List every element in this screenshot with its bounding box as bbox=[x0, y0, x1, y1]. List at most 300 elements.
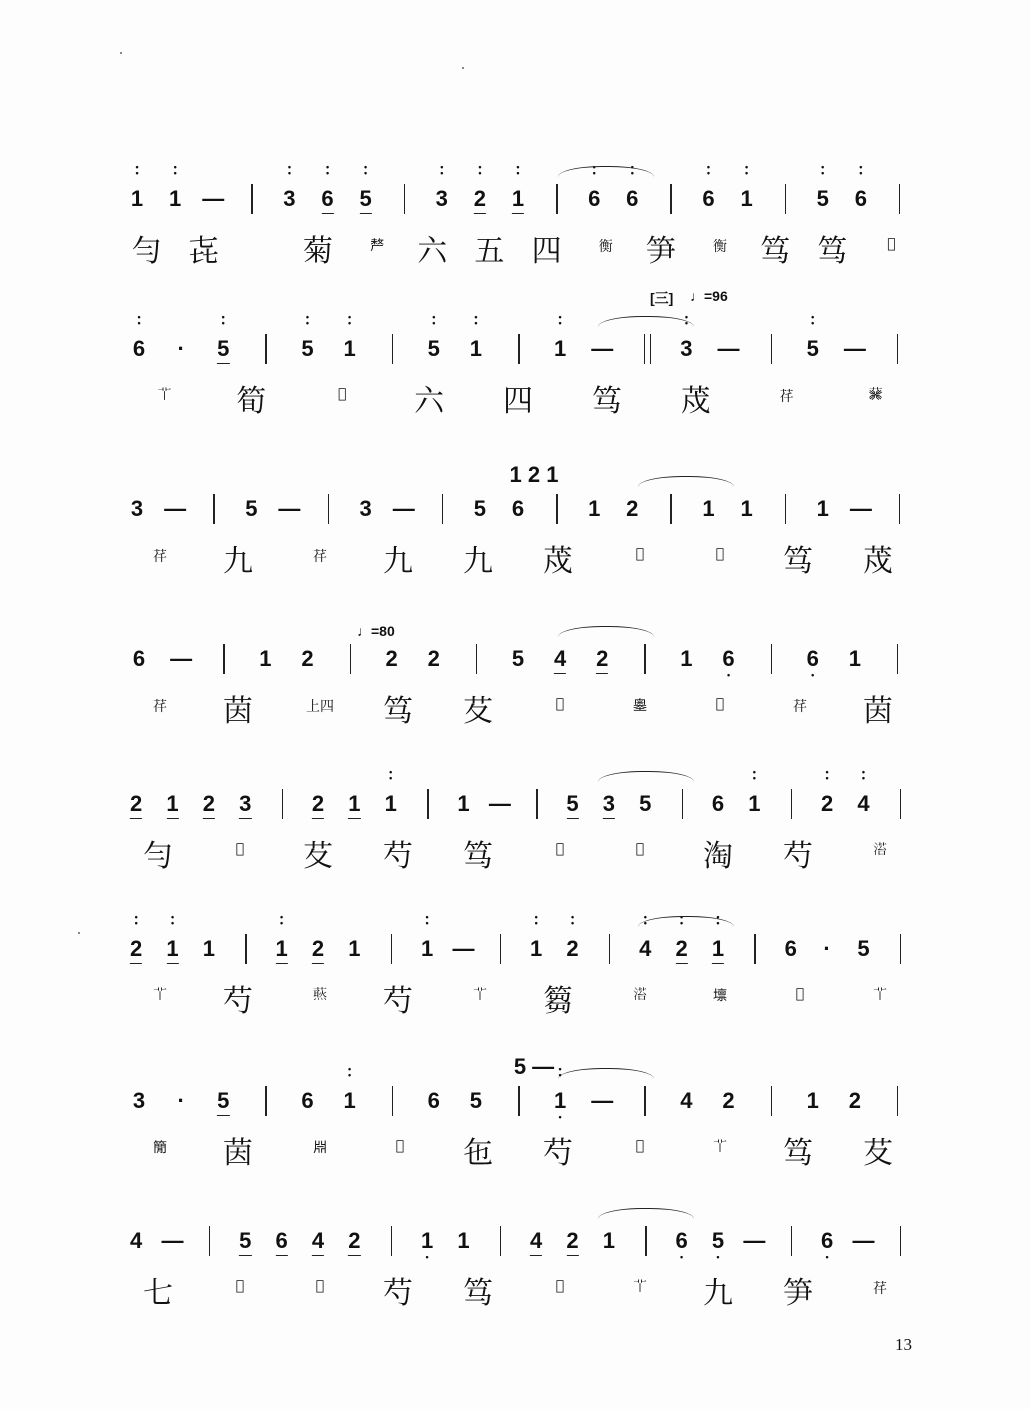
note: 6 bbox=[276, 1228, 288, 1256]
octave-dot-high: • • bbox=[558, 312, 562, 328]
note: 4 bbox=[554, 646, 566, 674]
tablature-character: 𣹓 bbox=[873, 842, 887, 858]
barline bbox=[670, 494, 672, 524]
dash-hold: — bbox=[591, 1088, 614, 1113]
barline bbox=[536, 789, 538, 819]
note: 2 • • bbox=[566, 912, 579, 961]
note: 2 bbox=[312, 791, 324, 819]
note: 6 • • bbox=[588, 162, 601, 211]
octave-dot-high: • • bbox=[364, 162, 368, 178]
barline bbox=[900, 789, 902, 819]
note: 5 bbox=[469, 1088, 483, 1113]
tablature-character: 七 bbox=[143, 1276, 173, 1311]
note: 6 bbox=[511, 496, 525, 521]
note: 1 bbox=[457, 791, 470, 816]
note: 6 • bbox=[806, 646, 819, 680]
tablature-character: 𠇊 bbox=[235, 841, 245, 857]
octave-dot-high: • • bbox=[170, 912, 175, 928]
note: 5 bbox=[566, 791, 578, 819]
barline bbox=[213, 494, 215, 524]
note: 5 • • bbox=[427, 312, 440, 361]
note: 5 bbox=[511, 646, 525, 671]
note: 6 • bbox=[722, 646, 735, 680]
tablature-character: 䒘 bbox=[463, 694, 493, 729]
dash-hold: — bbox=[170, 646, 193, 671]
barline bbox=[556, 494, 558, 524]
barline bbox=[282, 789, 284, 819]
tablature-character: 𠥡 bbox=[235, 1278, 245, 1294]
octave-dot-high: • • bbox=[348, 1064, 352, 1080]
tempo-80: ♩=80 bbox=[357, 623, 395, 639]
tablature-character: 𦉳 bbox=[887, 236, 896, 252]
note: 6 bbox=[301, 1088, 314, 1113]
dash-hold: — bbox=[278, 496, 301, 521]
slur-mark bbox=[558, 1064, 654, 1080]
octave-dot-high: • • bbox=[305, 312, 310, 328]
barline bbox=[644, 1086, 646, 1116]
jianpu-line bbox=[118, 312, 918, 370]
stacked-notes: 5 — bbox=[513, 1054, 555, 1079]
note: 1 bbox=[680, 646, 693, 671]
note: 1 • • bbox=[712, 936, 724, 964]
barline bbox=[785, 184, 787, 214]
note: 1 • • bbox=[469, 312, 483, 361]
octave-dot-low: • bbox=[680, 1252, 684, 1262]
barline bbox=[754, 934, 756, 964]
octave-dot-high: • • bbox=[684, 312, 688, 328]
note: 6 bbox=[711, 791, 725, 816]
double-barline bbox=[644, 334, 651, 364]
note: 5 • • bbox=[301, 312, 314, 361]
octave-dot-low: • bbox=[825, 1252, 829, 1262]
tablature-character: 荗 bbox=[863, 544, 893, 579]
octave-dot-high: • • bbox=[811, 312, 815, 328]
tablature-character: 𦭛 bbox=[873, 1281, 887, 1297]
jianpu-line bbox=[118, 462, 918, 530]
jianpu-line bbox=[118, 640, 918, 680]
note: 3 • • bbox=[680, 312, 693, 361]
guqin-tablature-line bbox=[118, 686, 918, 746]
tablature-character: 芍 bbox=[783, 839, 813, 874]
note: 6 • • bbox=[626, 162, 639, 211]
tablature-character: 𦵒 bbox=[795, 986, 805, 1002]
barline bbox=[223, 644, 225, 674]
tablature-character: 茵 bbox=[863, 694, 893, 729]
barline bbox=[900, 1226, 902, 1256]
octave-dot-high: • • bbox=[474, 312, 478, 328]
tablature-character: 笃 bbox=[783, 1136, 813, 1171]
note: 1 • • bbox=[530, 912, 543, 961]
tempo-96: ♩=96 bbox=[690, 288, 728, 304]
tablature-character: 芍 bbox=[543, 1136, 573, 1171]
octave-dot-high: • • bbox=[516, 162, 520, 178]
note: 5 bbox=[639, 791, 652, 816]
note: 1 bbox=[348, 936, 361, 961]
barline bbox=[427, 789, 429, 819]
tablature-character: 筍 bbox=[236, 384, 267, 419]
note: 2 bbox=[427, 646, 440, 671]
note: 3 bbox=[132, 1088, 146, 1113]
note: 1 bbox=[806, 1088, 819, 1113]
tablature-character: 芍 bbox=[383, 984, 413, 1019]
octave-dot-high: • • bbox=[389, 767, 393, 783]
barline bbox=[476, 644, 478, 674]
note: 5 • • bbox=[806, 312, 819, 361]
note: 5 bbox=[245, 496, 258, 521]
dash-hold: — bbox=[843, 336, 866, 361]
tablature-character: 䒘 bbox=[863, 1136, 893, 1171]
slur-mark bbox=[638, 912, 734, 928]
tablature-character: 𠥡 bbox=[715, 696, 725, 712]
note: 4 bbox=[312, 1228, 324, 1256]
octave-dot-high: • • bbox=[173, 162, 177, 178]
dash-hold: — bbox=[717, 336, 740, 361]
tablature-character: 篘 bbox=[543, 984, 573, 1019]
note: 2 bbox=[301, 646, 314, 671]
barline bbox=[771, 1086, 773, 1116]
octave-dot-high: • • bbox=[221, 312, 225, 328]
note: 2 • • bbox=[676, 936, 688, 964]
barline bbox=[899, 494, 901, 524]
octave-dot-high: • • bbox=[325, 162, 330, 178]
dot-extension: · bbox=[177, 336, 185, 361]
tablature-character: 笃 bbox=[463, 1276, 493, 1311]
tablature-character: 菊 bbox=[303, 234, 333, 269]
tablature-character: 𥳑 bbox=[153, 1140, 167, 1156]
note: 5 bbox=[857, 936, 870, 961]
barline bbox=[771, 644, 773, 674]
dash-hold: — bbox=[452, 936, 475, 961]
tablature-character: 㐂 bbox=[188, 234, 219, 269]
slur-mark bbox=[598, 1208, 694, 1219]
note: 3 bbox=[239, 791, 251, 819]
tablature-character: 笋 bbox=[645, 234, 676, 269]
tablature-character: 芍 bbox=[223, 984, 253, 1019]
barline bbox=[391, 1226, 393, 1256]
octave-dot-high: • • bbox=[744, 162, 749, 178]
octave-dot-low: • bbox=[425, 1252, 429, 1262]
note: 6 • bbox=[820, 1228, 834, 1262]
barline bbox=[556, 184, 558, 214]
note: 6 • • bbox=[854, 162, 867, 211]
octave-dot-high: • • bbox=[706, 162, 711, 178]
octave-dot-high: • • bbox=[432, 312, 436, 328]
dot-extension: · bbox=[177, 1088, 185, 1113]
note: 1 bbox=[848, 646, 861, 671]
barline bbox=[897, 1086, 899, 1116]
barline bbox=[500, 934, 502, 964]
barline bbox=[644, 644, 646, 674]
octave-dot-high: • • bbox=[280, 912, 284, 928]
tablature-character: 㐌 bbox=[463, 1136, 493, 1171]
note: 1 • • bbox=[384, 767, 397, 816]
tablature-character: 𠇊 bbox=[635, 841, 645, 857]
barline bbox=[670, 184, 672, 214]
tablature-character: 淘 bbox=[703, 839, 733, 874]
tablature-character: 𦫳 bbox=[873, 987, 887, 1003]
octave-dot-high: • • bbox=[440, 162, 444, 178]
octave-dot-high: • • bbox=[752, 767, 756, 783]
dash-hold: — bbox=[591, 336, 614, 361]
tablature-character: 笋 bbox=[783, 1276, 813, 1311]
octave-dot-high: • • bbox=[137, 312, 141, 328]
barline bbox=[785, 494, 787, 524]
barline bbox=[897, 644, 899, 674]
tablature-character: 茵 bbox=[223, 694, 253, 729]
note: 6 bbox=[132, 646, 146, 671]
note: 6 bbox=[427, 1088, 440, 1113]
octave-dot-high: • • bbox=[630, 162, 634, 178]
barline bbox=[404, 184, 406, 214]
tablature-character: 六 bbox=[414, 384, 445, 419]
note: 1 • • bbox=[276, 936, 288, 964]
octave-dot-high: • • bbox=[135, 162, 139, 178]
note: 5 • • bbox=[816, 162, 829, 211]
note: 1 bbox=[702, 496, 715, 521]
tablature-character: 𦵒 bbox=[555, 1278, 565, 1294]
note: 3 • • bbox=[435, 162, 448, 211]
barline bbox=[897, 334, 899, 364]
tablature-character: 𠥡 bbox=[555, 696, 565, 712]
note: 2 bbox=[130, 791, 142, 819]
scan-speck bbox=[462, 67, 464, 69]
note: 1 • • bbox=[130, 162, 144, 211]
octave-dot-high: • • bbox=[825, 767, 829, 783]
slur-mark bbox=[558, 162, 654, 178]
tablature-character: 𦭛 bbox=[793, 699, 807, 715]
tablature-character: 𦭛 bbox=[153, 699, 167, 715]
note: 5 • • bbox=[217, 336, 229, 364]
note: 3 bbox=[603, 791, 615, 819]
note: 5 bbox=[239, 1228, 251, 1256]
tablature-character: 九 bbox=[703, 1276, 733, 1311]
octave-dot-high: • • bbox=[348, 312, 352, 328]
barline bbox=[899, 184, 901, 214]
octave-dot-high: • • bbox=[134, 912, 138, 928]
note: 1 • • bbox=[740, 162, 753, 211]
jianpu-line bbox=[118, 767, 918, 825]
tablature-character: 𧗾 bbox=[598, 239, 613, 255]
barline bbox=[609, 934, 611, 964]
tablature-character: 𠇊 bbox=[395, 1138, 405, 1154]
note: 2 • • bbox=[820, 767, 834, 816]
note: 2 • • bbox=[130, 936, 142, 964]
note: 2 bbox=[312, 936, 324, 964]
note: 3 bbox=[359, 496, 372, 521]
tablature-character: 𠥡 bbox=[315, 1278, 325, 1294]
note: 1 • • bbox=[553, 312, 567, 361]
guqin-tablature-line bbox=[118, 1128, 918, 1188]
stacked-notes: 1 2 1 bbox=[509, 462, 559, 487]
note: 1 bbox=[602, 1228, 616, 1253]
section-marker: [三] bbox=[650, 290, 674, 306]
tablature-character: 笃 bbox=[383, 694, 413, 729]
note: 2 bbox=[203, 791, 215, 819]
tablature-character: 𦭛 bbox=[153, 549, 167, 565]
barline bbox=[791, 789, 793, 819]
tablature-character: 𦭛 bbox=[313, 549, 327, 565]
note: 6 • • bbox=[132, 312, 146, 361]
tablature-character: 四 bbox=[503, 384, 533, 419]
barline bbox=[500, 1226, 502, 1256]
dash-hold: — bbox=[852, 1228, 875, 1253]
barline bbox=[328, 494, 330, 524]
guqin-tablature-line bbox=[118, 976, 918, 1036]
note: 1 • • • bbox=[553, 1064, 567, 1122]
note: 1 • • bbox=[343, 1064, 356, 1113]
jianpu-line bbox=[118, 1054, 918, 1122]
note: 2 • • bbox=[474, 186, 486, 214]
octave-dot-low: • bbox=[726, 670, 731, 680]
dash-hold: — bbox=[161, 1228, 184, 1253]
octave-dot-low: • bbox=[811, 670, 815, 680]
octave-dot-high: • • bbox=[534, 912, 538, 928]
slur-mark bbox=[598, 771, 694, 782]
note: 1 • • bbox=[169, 162, 182, 211]
barline bbox=[251, 184, 253, 214]
octave-dot-low: • bbox=[558, 1112, 562, 1122]
tablature-character: 茵 bbox=[223, 1136, 253, 1171]
note: 6 • • bbox=[321, 186, 333, 214]
note: 1 • • bbox=[166, 936, 178, 964]
note: 2 bbox=[566, 1228, 578, 1256]
guqin-tablature-line bbox=[118, 831, 918, 891]
tablature-character: 𦬒 bbox=[555, 841, 565, 857]
note: 1 bbox=[816, 496, 829, 521]
barline bbox=[209, 1226, 211, 1256]
note: 1 • • bbox=[748, 767, 761, 816]
note: 4 bbox=[530, 1228, 542, 1256]
note: 1 bbox=[740, 496, 753, 521]
tablature-character: 𣶒 bbox=[313, 1140, 327, 1156]
barline bbox=[682, 789, 684, 819]
slur-mark bbox=[598, 312, 694, 328]
slur-mark bbox=[638, 476, 734, 487]
tablature-character: 𦉳 bbox=[338, 386, 347, 402]
note: 1 • bbox=[420, 1228, 434, 1262]
note: 1 • • bbox=[512, 186, 524, 214]
barline bbox=[518, 1086, 520, 1116]
barline bbox=[392, 334, 394, 364]
jianpu-line bbox=[118, 162, 918, 220]
tablature-character: 𦫳 bbox=[633, 1279, 647, 1295]
note: 1 bbox=[457, 1228, 470, 1253]
tablature-character: 五 bbox=[474, 234, 505, 269]
tablature-character: 六 bbox=[417, 234, 448, 269]
octave-dot-high: • • bbox=[558, 1064, 562, 1080]
guqin-tablature-line bbox=[118, 226, 918, 286]
barline bbox=[518, 334, 520, 364]
barline bbox=[442, 494, 444, 524]
tablature-character: 四 bbox=[531, 234, 562, 269]
dash-hold: — bbox=[392, 496, 415, 521]
note: 4 bbox=[130, 1228, 143, 1253]
scan-speck bbox=[120, 52, 122, 54]
octave-dot-high: • • bbox=[821, 162, 825, 178]
octave-dot-high: • • bbox=[680, 912, 684, 928]
note: 1 bbox=[202, 936, 216, 961]
octave-dot-high: • • bbox=[425, 912, 429, 928]
tablature-character: 九 bbox=[463, 544, 493, 579]
note: 4 • • bbox=[857, 767, 870, 816]
note: 3 • • bbox=[283, 162, 296, 211]
note: 4 • • bbox=[639, 912, 652, 961]
barline bbox=[771, 334, 773, 364]
tablature-character: 勻 bbox=[143, 839, 173, 874]
tablature-character: 𦫳 bbox=[473, 987, 487, 1003]
octave-dot-high: • • bbox=[592, 162, 596, 178]
tablature-character: 九 bbox=[223, 544, 253, 579]
jianpu-line bbox=[118, 1222, 918, 1262]
tablature-character: 𦫳 bbox=[713, 1139, 727, 1155]
tablature-character: 𦮙 bbox=[868, 387, 883, 403]
note: 5 • bbox=[711, 1228, 725, 1262]
tablature-character: 䒘 bbox=[303, 839, 333, 874]
tablature-character: 𦫳 bbox=[157, 387, 172, 403]
page-number: 13 bbox=[895, 1335, 912, 1354]
note: 1 bbox=[166, 791, 178, 819]
barline bbox=[265, 334, 267, 364]
dash-hold: — bbox=[849, 496, 872, 521]
tablature-character: 笃 bbox=[760, 234, 791, 269]
note: 1 • • bbox=[343, 312, 356, 361]
note: 5 • • bbox=[359, 186, 371, 214]
note: 3 bbox=[130, 496, 144, 521]
note: 1 bbox=[348, 791, 360, 819]
octave-dot-high: • • bbox=[716, 912, 720, 928]
barline bbox=[791, 1226, 793, 1256]
note: 2 bbox=[848, 1088, 861, 1113]
octave-dot-high: • • bbox=[570, 912, 575, 928]
note: 2 bbox=[348, 1228, 360, 1256]
note: 5 bbox=[217, 1088, 229, 1116]
dot-extension: · bbox=[823, 936, 831, 961]
note: 5 bbox=[473, 496, 487, 521]
octave-dot-high: • • bbox=[643, 912, 647, 928]
barline bbox=[350, 644, 352, 674]
note: 1 • • bbox=[420, 912, 434, 961]
octave-dot-low: • bbox=[716, 1252, 720, 1262]
guqin-tablature-line bbox=[118, 536, 918, 596]
tablature-character: 九 bbox=[383, 544, 413, 579]
tablature-character: 𡒄 bbox=[713, 988, 727, 1004]
tablature-character: 芍 bbox=[383, 839, 413, 874]
tablature-character: 𧀙 bbox=[313, 987, 327, 1003]
dash-hold: — bbox=[743, 1228, 766, 1253]
tablature-character: 𧗾 bbox=[713, 239, 727, 255]
note: 6 • bbox=[675, 1228, 688, 1262]
barline bbox=[391, 934, 393, 964]
tablature-character: 勻 bbox=[131, 234, 162, 269]
tablature-character: 笃 bbox=[463, 839, 493, 874]
barline bbox=[900, 934, 902, 964]
note: 2 bbox=[722, 1088, 735, 1113]
barline bbox=[645, 1226, 647, 1256]
tablature-character: 荗 bbox=[680, 384, 711, 419]
slur-mark bbox=[558, 626, 654, 637]
dash-hold: — bbox=[202, 186, 225, 211]
note: 2 bbox=[626, 496, 639, 521]
barline bbox=[265, 1086, 267, 1116]
tablature-character: 𣹓 bbox=[633, 987, 647, 1003]
tablature-character: 笃 bbox=[591, 384, 622, 419]
tablature-character: 𢀾 bbox=[715, 546, 725, 562]
note: 1 bbox=[259, 646, 272, 671]
note: 6 • • bbox=[702, 162, 715, 211]
scan-speck bbox=[78, 932, 80, 934]
octave-dot-high: • • bbox=[859, 162, 863, 178]
tablature-character: 𦭛 bbox=[779, 389, 794, 405]
